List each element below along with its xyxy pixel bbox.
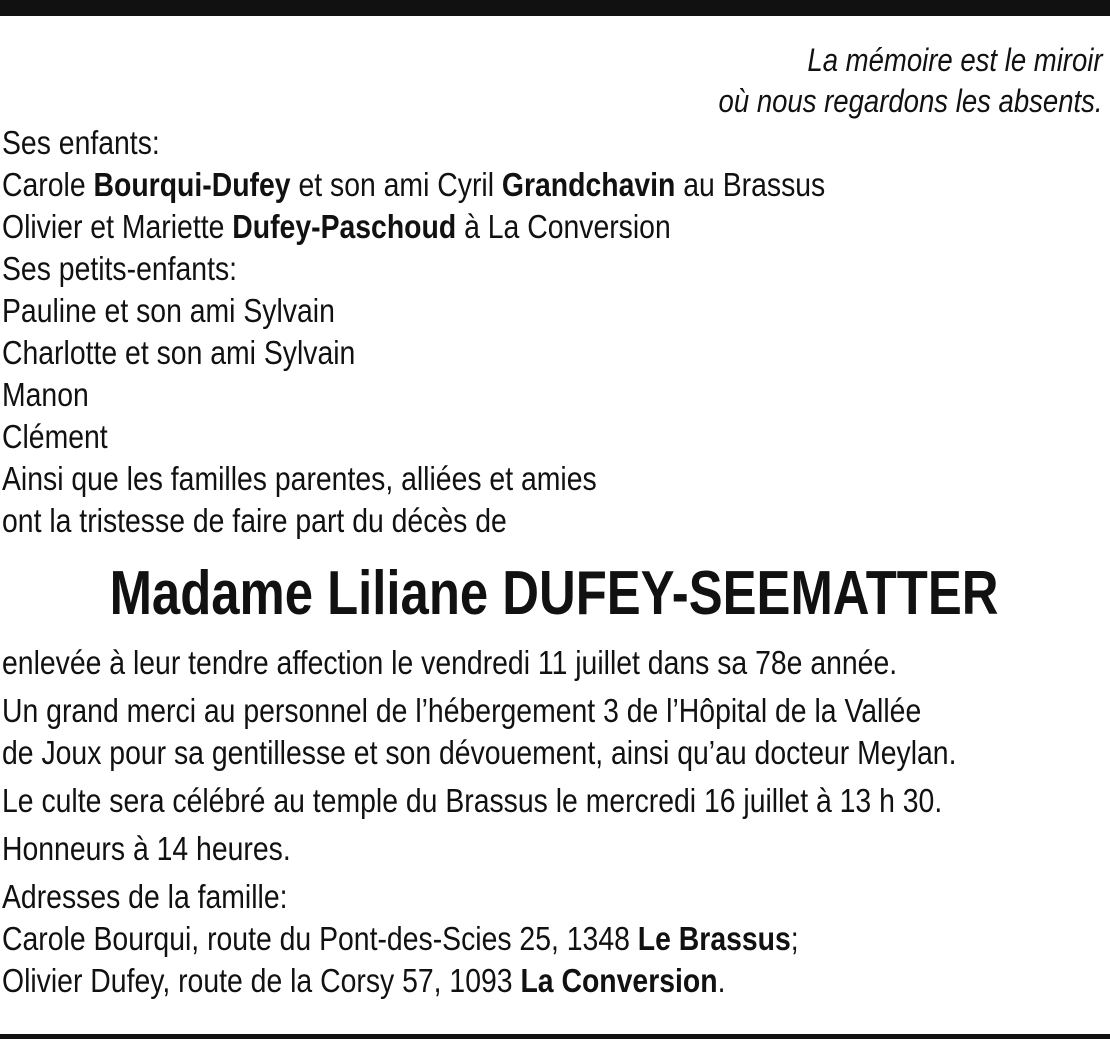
grandchild-item: Charlotte et son ami Sylvain	[2, 334, 356, 371]
address1-text: Carole Bourqui, route du Pont-des-Scies 25, 1348	[2, 920, 638, 957]
child-line-1	[2, 164, 951, 206]
child2-suffix: à La Conversion	[456, 208, 671, 245]
child2-prefix: Olivier et Mariette	[2, 208, 233, 245]
child1-suffix: au Brassus	[675, 166, 826, 203]
child2-surname: Dufey-Paschoud	[232, 208, 457, 245]
address-line-1	[2, 918, 951, 960]
bottom-border-rule	[0, 1034, 1110, 1039]
thanks-line-2: de Joux pour sa gentillesse et son dévouement, ainsi qu’au docteur Meylan.	[2, 734, 957, 771]
address2-end: .	[717, 962, 726, 999]
relatives-line: Ainsi que les familles parentes, alliées et amies	[2, 460, 597, 497]
addresses-heading: Adresses de la famille:	[2, 878, 288, 915]
announcement-line: ont la tristesse de faire part du décès de	[2, 502, 507, 539]
children-heading: Ses enfants:	[2, 124, 160, 161]
passing-paragraph: enlevée à leur tendre affection le vendredi 11 juillet dans sa 78e année.	[2, 644, 898, 681]
obituary-notice	[2, 40, 1106, 1002]
grandchild-item: Manon	[2, 376, 89, 413]
honours-paragraph: Honneurs à 14 heures.	[2, 830, 291, 867]
deceased-name-block	[2, 556, 1106, 632]
grandchild-item: Clément	[2, 418, 108, 455]
child1-surname: Bourqui-Dufey	[93, 166, 291, 203]
address1-place: Le Brassus	[637, 920, 791, 957]
child-line-2	[2, 206, 951, 248]
epigraph-quote	[157, 40, 1106, 122]
thanks-line-1: Un grand merci au personnel de l’hébergement 3 de l’Hôpital de la Vallée	[2, 692, 922, 729]
grandchild-item: Pauline et son ami Sylvain	[2, 292, 335, 329]
deceased-name: Madame Liliane DUFEY-SEEMATTER	[109, 559, 999, 628]
address1-end: ;	[790, 920, 799, 957]
quote-line-1: La mémoire est le miroir	[807, 42, 1103, 78]
service-paragraph: Le culte sera célébré au temple du Brassus le mercredi 16 juillet à 13 h 30.	[2, 782, 943, 819]
top-border-rule	[0, 0, 1110, 16]
address2-place: La Conversion	[520, 962, 718, 999]
grandchildren-heading: Ses petits-enfants:	[2, 250, 238, 287]
address-line-2	[2, 960, 951, 1002]
child1-prefix: Carole	[2, 166, 94, 203]
quote-line-2: où nous regardons les absents.	[718, 83, 1103, 119]
address2-text: Olivier Dufey, route de la Corsy 57, 1093	[2, 962, 521, 999]
child1-partner-surname: Grandchavin	[501, 166, 676, 203]
child1-middle: et son ami Cyril	[290, 166, 502, 203]
